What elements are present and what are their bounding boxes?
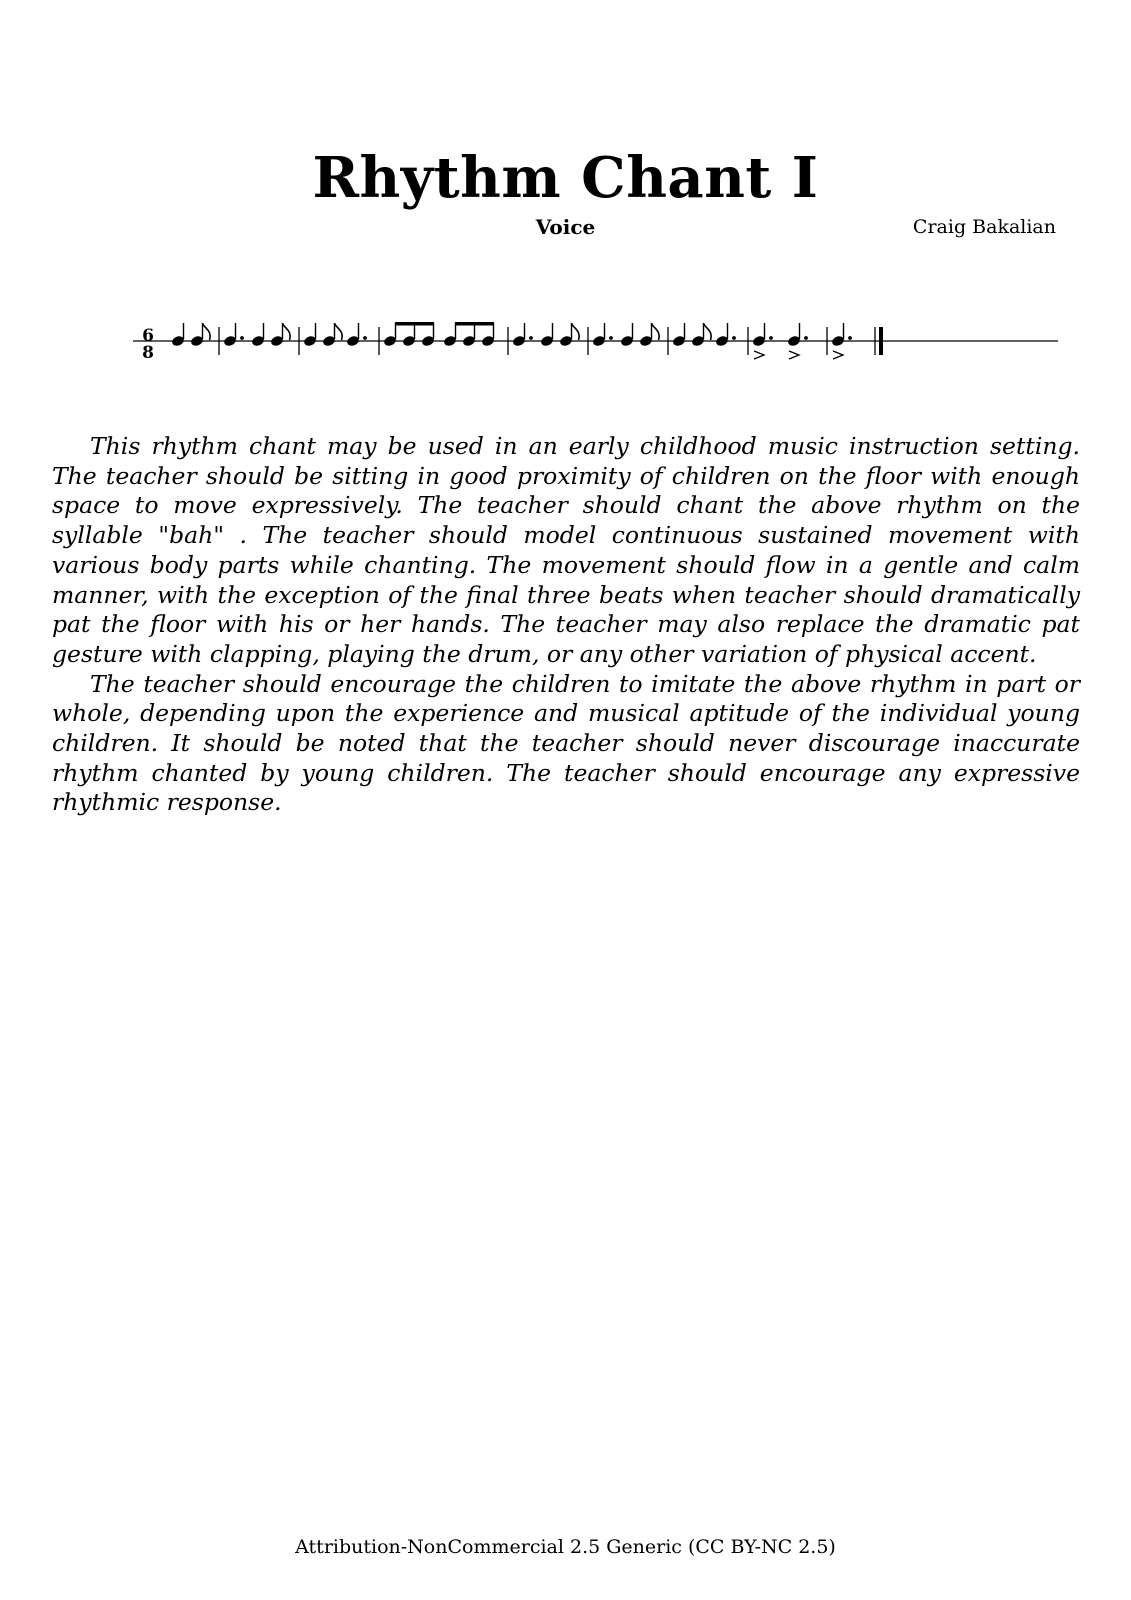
accent-mark	[754, 351, 764, 359]
final-barline-thick	[879, 327, 883, 355]
eighth-flag	[283, 323, 291, 340]
eighth-flag	[704, 323, 712, 340]
eighth-flag	[203, 323, 211, 340]
accent-mark	[833, 351, 843, 359]
augmentation-dot	[769, 336, 773, 340]
rhythm-staff	[0, 315, 1131, 385]
note-beam	[395, 322, 434, 326]
augmentation-dot	[363, 336, 367, 340]
paragraph-1: This rhythm chant may be used in an early childhood music instruction setting. The teacher should be sitting in good proximity of children on the floor with enough space to move expressively. The teacher should chant the above rhythm on the syllable "bah" . The teacher should model continuous sustained movement with various body parts while chanting. The movement should flow in a gentle and calm manner, with the exception of the final three beats when teacher should dramatically pat the floor with his or her hands. The teacher may also replace the dramatic pat gesture with clapping, playing the drum, or any other variation of physical accent.	[52, 432, 1080, 668]
augmentation-dot	[804, 336, 808, 340]
augmentation-dot	[529, 336, 533, 340]
eighth-flag	[652, 323, 660, 340]
eighth-flag	[572, 323, 580, 340]
time-signature-numerator: 6	[142, 326, 154, 346]
time-signature-denominator: 8	[142, 343, 154, 363]
augmentation-dot	[732, 336, 736, 340]
accent-mark	[789, 351, 799, 359]
note-beam	[455, 322, 494, 326]
piece-title: Rhythm Chant I	[312, 145, 819, 211]
license-footer: Attribution-NonCommercial 2.5 Generic (CC BY-NC 2.5)	[295, 1536, 836, 1558]
eighth-flag	[335, 323, 343, 340]
paragraph-2: The teacher should encourage the children to imitate the above rhythm in part or whole, depending upon the experience and musical aptitude of the individual young children. It should be noted that the teacher should never discourage inaccurate rhythm chanted by young children. The teacher should encourage any expressive rhythmic response.	[52, 669, 1080, 817]
instructions-text	[52, 432, 1080, 818]
augmentation-dot	[848, 336, 852, 340]
instrument-label: Voice	[535, 215, 596, 239]
composer-name: Craig Bakalian	[912, 216, 1056, 238]
augmentation-dot	[240, 336, 244, 340]
augmentation-dot	[609, 336, 613, 340]
